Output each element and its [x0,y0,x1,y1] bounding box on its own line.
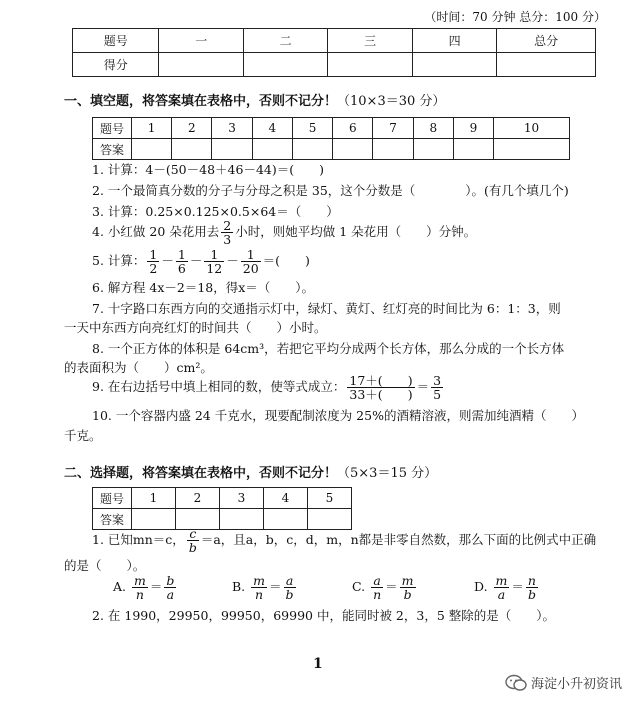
section2-answer-table [92,487,352,530]
section1-answer-table [92,117,570,160]
question-8-line1: 8. 一个正方体的体积是 64cm³，若把它平均分成两个长方体，那么分成的一个长方体 [92,341,565,356]
mc-question-2: 2. 在 1990，29950，99950，69990 中，能同时被 2，3，5 整除的是（ ）。 [92,608,556,623]
answer-cell[interactable] [172,139,212,160]
fraction: $\frac{3}{5}$ [433,373,442,403]
question-9: 9. 在右边括号中填上相同的数，使等式成立： $\frac{17+( )}{33+( )}$ ＝ $\frac{3}{5}$ [92,373,442,403]
question-5: 5. 计算： $\frac{1}{2}$ － $\frac{1}{6}$ － $\frac{1}{12}$ － $\frac{1}{20}$ ＝( ) [92,247,310,277]
table-cell: 答案 [93,509,132,530]
table-row [73,29,596,53]
question-4-text-a: 4. 小红做 20 朵花用去 [92,224,220,240]
table-cell: 三 [328,29,412,53]
table-cell: 得分 [73,53,159,77]
table-cell: 4 [264,488,308,509]
mc-question-1: 1. 已知mn＝c， $\frac{c}{b}$ ＝a，且a，b，c，d，m，n都是非零自然数，那么下面的比例式中正确 [92,526,597,556]
question-3: 3. 计算：0.25×0.125×0.5×64＝（ ） [92,204,339,219]
table-cell: 答案 [93,139,132,160]
option-a[interactable]: A. $\frac{m}{n}$ ＝ $\frac{b}{a}$ [113,573,175,603]
table-cell: 4 [252,118,292,139]
score-cell[interactable] [497,53,596,77]
table-cell: 3 [220,488,264,509]
question-4 [92,219,476,246]
answer-cell[interactable] [132,139,172,160]
exam-info-header: （时间：70 分钟 总分：100 分） [424,10,606,24]
question-8-line2: 的表面积为（ ）cm²。 [64,360,213,375]
score-table [72,28,596,77]
wechat-icon [505,674,527,692]
table-row [93,488,352,509]
question-6: 6. 解方程 4x－2＝18，得x＝（ ）。 [92,280,315,295]
question-7-line2: 一天中东西方向亮红灯的时间共（ ）小时。 [64,320,327,335]
page-number: 1 [313,656,323,672]
fraction: $\frac{1}{6}$ [177,247,186,277]
table-cell: 2 [176,488,220,509]
answer-cell[interactable] [292,139,332,160]
table-cell: 总分 [497,29,596,53]
question-10-line1: 10. 一个容器内盛 24 千克水，现要配制浓度为 25%的酒精溶液，则需加纯酒精（ ） [92,408,584,423]
question-7-line1: 7. 十字路口东西方向的交通指示灯中，绿灯、黄灯、红灯亮的时间比为 6：1：3，则 [92,301,561,316]
mc-question-1-line2: 的是（ ）。 [64,558,146,573]
table-cell: 5 [308,488,352,509]
table-cell: 10 [494,118,570,139]
fraction: $\frac{1}{12}$ [206,247,223,277]
fraction: $\frac{2}{3}$ [223,218,232,248]
table-row [93,139,570,160]
table-cell: 题号 [93,488,132,509]
answer-cell[interactable] [494,139,570,160]
table-cell: 题号 [73,29,159,53]
table-cell: 2 [172,118,212,139]
question-10-line2: 千克。 [64,428,102,443]
answer-cell[interactable] [252,139,292,160]
score-cell[interactable] [328,53,412,77]
table-cell: 题号 [93,118,132,139]
table-row [93,118,570,139]
question-4-text-b: 小时，则她平均做 1 朵花用（ ）分钟。 [235,224,477,240]
fraction: $\frac{1}{20}$ [242,247,259,277]
question-1: 1. 计算：4－(50－48＋46－44)＝( ) [92,162,324,177]
table-cell: 3 [212,118,252,139]
watermark [505,673,622,692]
fraction: $\frac{1}{2}$ [149,247,158,277]
answer-cell[interactable] [413,139,453,160]
fraction: $\frac{17+( )}{33+( )}$ [349,373,413,403]
score-cell[interactable] [412,53,496,77]
table-cell: 1 [132,488,176,509]
section1-title-text: 一、填空题，将答案填在表格中，否则不记分！ [64,94,338,109]
option-c[interactable]: C. $\frac{a}{n}$ ＝ $\frac{m}{b}$ [352,573,414,603]
table-cell: 四 [412,29,496,53]
watermark-text: 海淀小升初资讯 [530,677,622,692]
table-cell: 9 [453,118,493,139]
table-cell: 6 [333,118,373,139]
answer-cell[interactable] [212,139,252,160]
table-cell: 二 [243,29,327,53]
table-cell: 1 [132,118,172,139]
table-cell: 8 [413,118,453,139]
table-cell: 一 [159,29,243,53]
section1-points: （10×3＝30 分） [337,94,446,109]
fraction: $\frac{c}{b}$ [188,526,197,556]
score-cell[interactable] [159,53,243,77]
answer-cell[interactable] [453,139,493,160]
answer-cell[interactable] [333,139,373,160]
answer-cell[interactable] [373,139,413,160]
option-b[interactable]: B. $\frac{m}{n}$ ＝ $\frac{a}{b}$ [232,573,294,603]
table-row [73,53,596,77]
table-cell: 7 [373,118,413,139]
table-cell: 5 [292,118,332,139]
section1-title [64,90,445,109]
section2-title: 二、选择题，将答案填在表格中，否则不记分！（5×3＝15 分） [64,466,438,481]
question-2: 2. 一个最简真分数的分子与分母之积是 35，这个分数是（ ）。(有几个填几个) [92,183,569,198]
score-cell[interactable] [243,53,327,77]
option-d[interactable]: D. $\frac{m}{a}$ ＝ $\frac{n}{b}$ [474,573,536,603]
